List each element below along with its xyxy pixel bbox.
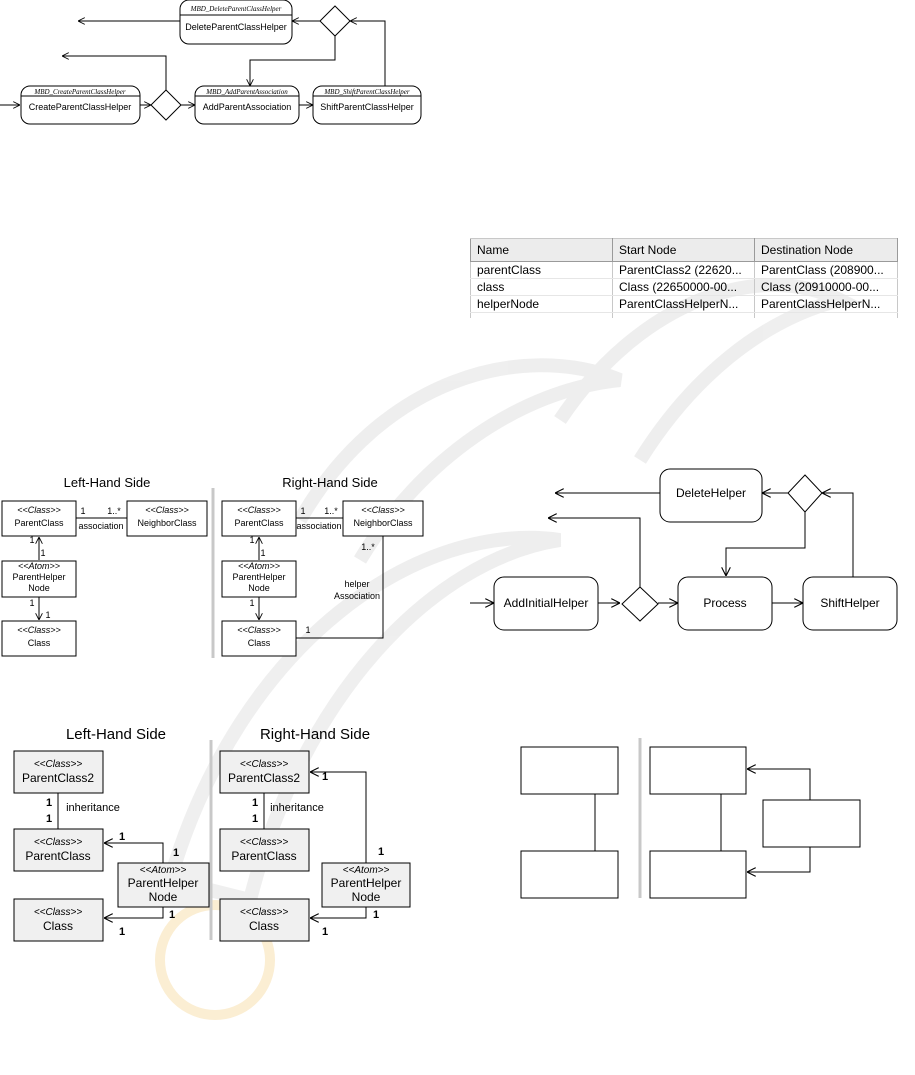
svg-text:ParentClass: ParentClass — [231, 849, 297, 863]
svg-text:1: 1 — [118, 926, 126, 938]
svg-text:1: 1 — [29, 598, 35, 608]
svg-text:1: 1 — [260, 548, 266, 558]
svg-text:1..*: 1..* — [361, 542, 375, 552]
lhs-title: Left-Hand Side — [63, 475, 151, 490]
svg-text:Process: Process — [703, 596, 747, 610]
svg-text:ParentHelper: ParentHelper — [12, 572, 66, 582]
figure-c-rule — [2, 475, 423, 658]
svg-text:1: 1 — [251, 813, 259, 825]
box-bottom-right — [650, 851, 746, 898]
figure-a-activity-diagram — [0, 0, 421, 124]
svg-text:Node: Node — [248, 583, 270, 593]
svg-text:DeleteHelper: DeleteHelper — [675, 486, 747, 500]
svg-text:<<Class>>: <<Class>> — [17, 625, 61, 635]
svg-text:Node: Node — [28, 583, 50, 593]
svg-text:1: 1 — [172, 847, 180, 859]
svg-text:<<Class>>: <<Class>> — [237, 625, 281, 635]
svg-text:Class: Class — [42, 919, 74, 933]
box-top-right — [650, 747, 746, 794]
cell-destination-node: Class (20910000-00... — [755, 279, 898, 296]
svg-text:Class: Class — [247, 638, 271, 648]
svg-text:1: 1 — [118, 831, 126, 843]
svg-text:<<Class>>: <<Class>> — [239, 759, 289, 770]
figure-e-rule — [14, 726, 410, 941]
cell-start-node: Class (22650000-00... — [613, 279, 755, 296]
svg-text:ParentClass2: ParentClass2 — [21, 771, 95, 785]
cell-destination-node: ParentClass (208900... — [755, 262, 898, 279]
svg-text:<<Atom>>: <<Atom>> — [342, 865, 390, 876]
svg-text:1: 1 — [321, 771, 329, 783]
svg-text:Left-Hand Side: Left-Hand Side — [65, 726, 167, 743]
svg-text:1: 1 — [372, 909, 380, 921]
column-header-name[interactable]: Name — [471, 239, 613, 262]
create-stereotype: MBD_CreateParentClassHelper — [34, 88, 126, 96]
svg-text:ParentHelper: ParentHelper — [330, 876, 402, 890]
svg-text:<<Class>>: <<Class>> — [33, 907, 83, 918]
create-label: CreateParentClassHelper — [28, 102, 132, 112]
svg-text:1: 1 — [300, 506, 306, 516]
svg-text:1: 1 — [45, 813, 53, 825]
svg-text:ParentClass2: ParentClass2 — [227, 771, 301, 785]
svg-text:Association: Association — [333, 591, 381, 601]
svg-text:1: 1 — [305, 625, 311, 635]
svg-text:<<Class>>: <<Class>> — [361, 505, 405, 515]
decision-diamond-top — [788, 475, 822, 512]
add-stereotype: MBD_AddParentAssociation — [206, 88, 288, 96]
box-helper-right — [763, 800, 860, 847]
decision-diamond-top — [320, 6, 350, 36]
svg-text:ShiftHelper: ShiftHelper — [820, 596, 880, 610]
add-label: AddParentAssociation — [202, 102, 292, 112]
edge-shift-to-diamond-top — [350, 21, 385, 86]
cell-start-node: ParentClassHelperN... — [613, 296, 755, 313]
svg-text:1: 1 — [377, 846, 385, 858]
cell-destination-node: ParentClassHelperN... — [755, 296, 898, 313]
decision-diamond-mid — [151, 90, 181, 120]
decision-diamond-mid — [622, 587, 658, 621]
table-header-row — [471, 239, 898, 262]
svg-text:ParentHelper: ParentHelper — [127, 876, 199, 890]
svg-text:1: 1 — [45, 797, 53, 809]
svg-text:<<Class>>: <<Class>> — [33, 837, 83, 848]
svg-text:Class: Class — [248, 919, 280, 933]
svg-text:1..*: 1..* — [324, 506, 338, 516]
svg-text:Class: Class — [27, 638, 51, 648]
delete-stereotype: MBD_DeleteParentClassHelper — [190, 5, 282, 13]
svg-text:Node: Node — [351, 890, 381, 904]
svg-text:<<Class>>: <<Class>> — [33, 759, 83, 770]
svg-text:Node: Node — [148, 890, 178, 904]
svg-text:1: 1 — [40, 548, 46, 558]
box-bottom-left — [521, 851, 618, 898]
svg-text:1: 1 — [249, 598, 255, 608]
column-header-destination-node[interactable]: Destination Node — [755, 239, 898, 262]
rhs-title: Right-Hand Side — [282, 475, 378, 490]
svg-text:NeighborClass: NeighborClass — [137, 518, 197, 528]
svg-text:<<Atom>>: <<Atom>> — [237, 561, 281, 571]
box-top-left — [521, 747, 618, 794]
svg-text:1: 1 — [249, 535, 255, 545]
svg-text:<<Class>>: <<Class>> — [17, 505, 61, 515]
svg-text:<<Class>>: <<Class>> — [239, 907, 289, 918]
svg-text:ParentClass: ParentClass — [14, 518, 64, 528]
svg-text:association: association — [78, 521, 124, 531]
figure-f-abstract — [521, 738, 860, 898]
cell-name: helperNode — [471, 296, 613, 313]
mapping-table — [470, 238, 898, 318]
cell-start-node: ParentClass2 (22620... — [613, 262, 755, 279]
svg-text:ParentClass: ParentClass — [25, 849, 91, 863]
svg-text:1..*: 1..* — [107, 506, 121, 516]
cell-name: parentClass — [471, 262, 613, 279]
svg-text:1: 1 — [45, 610, 51, 620]
svg-text:association: association — [296, 521, 342, 531]
svg-text:<<Class>>: <<Class>> — [145, 505, 189, 515]
cell-name: class — [471, 279, 613, 296]
svg-text:NeighborClass: NeighborClass — [353, 518, 413, 528]
svg-text:1: 1 — [80, 506, 86, 516]
svg-text:<<Atom>>: <<Atom>> — [139, 865, 187, 876]
table-row[interactable] — [471, 296, 898, 313]
svg-text:ParentHelper: ParentHelper — [232, 572, 286, 582]
svg-text:<<Atom>>: <<Atom>> — [17, 561, 61, 571]
delete-label: DeleteParentClassHelper — [185, 22, 287, 32]
table-row[interactable] — [471, 262, 898, 279]
svg-text:1: 1 — [168, 909, 176, 921]
svg-text:<<Class>>: <<Class>> — [239, 837, 289, 848]
figure-d-activity-diagram — [470, 469, 897, 630]
svg-text:inheritance: inheritance — [270, 802, 324, 814]
svg-text:1: 1 — [29, 535, 35, 545]
svg-text:helper: helper — [344, 579, 370, 589]
svg-text:<<Class>>: <<Class>> — [237, 505, 281, 515]
table-row[interactable] — [471, 279, 898, 296]
shift-stereotype: MBD_ShiftParentClassHelper — [324, 88, 410, 96]
edge-diamond2-exit — [62, 56, 166, 90]
svg-text:inheritance: inheritance — [66, 802, 120, 814]
svg-text:1: 1 — [321, 926, 329, 938]
svg-text:ParentClass: ParentClass — [234, 518, 284, 528]
table-row-empty — [471, 313, 898, 319]
svg-text:1: 1 — [251, 797, 259, 809]
column-header-start-node[interactable]: Start Node — [613, 239, 755, 262]
shift-label: ShiftParentClassHelper — [320, 102, 414, 112]
svg-text:AddInitialHelper: AddInitialHelper — [503, 596, 589, 610]
svg-text:Right-Hand Side: Right-Hand Side — [259, 726, 371, 743]
